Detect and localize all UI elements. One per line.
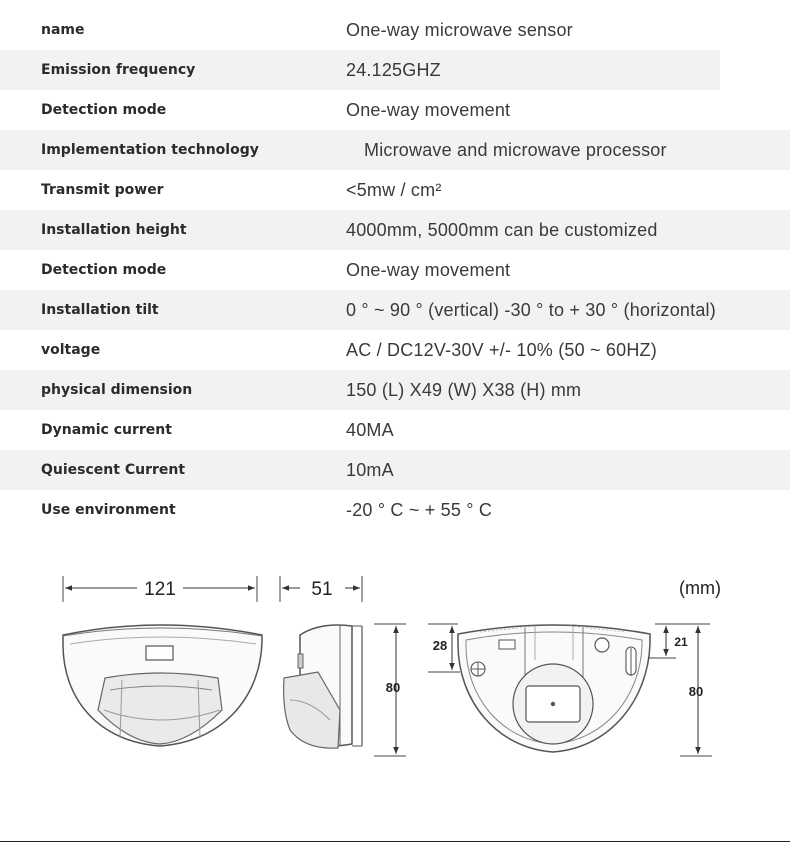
dimension-drawings <box>0 560 790 810</box>
spec-label: Use environment <box>41 502 176 518</box>
unit-label: (mm) <box>679 578 721 598</box>
side-view-drawing <box>280 576 406 756</box>
spec-value: 10mA <box>346 460 394 480</box>
spec-value: 40MA <box>346 420 394 440</box>
spec-value: One-way movement <box>346 100 511 120</box>
front-width-label: 121 <box>144 579 176 600</box>
spec-row <box>0 490 790 530</box>
spec-label: Dynamic current <box>41 422 172 438</box>
spec-value: -20 ° C ~ + 55 ° C <box>346 500 493 520</box>
spec-label: Detection mode <box>41 262 167 278</box>
spec-row <box>0 90 790 130</box>
spec-label: Implementation technology <box>41 142 259 158</box>
spec-row <box>0 450 790 490</box>
spec-value: 150 (L) X49 (W) X38 (H) mm <box>346 380 582 400</box>
spec-label: Installation tilt <box>41 302 159 318</box>
spec-label: Emission frequency <box>41 62 196 78</box>
spec-row <box>0 170 790 210</box>
spec-row <box>0 130 790 170</box>
spec-row <box>0 410 790 450</box>
spec-row <box>0 330 790 370</box>
spec-label: voltage <box>41 342 101 358</box>
front-view-drawing <box>63 576 262 746</box>
spec-value: 4000mm, 5000mm can be customized <box>346 220 658 240</box>
spec-value: 0 ° ~ 90 ° (vertical) -30 ° to + 30 ° (horizontal) <box>346 300 716 320</box>
side-depth-label: 51 <box>311 579 333 600</box>
spec-label: Detection mode <box>41 102 167 118</box>
back-right-offset-label: 21 <box>674 635 688 649</box>
back-view-drawing <box>428 578 721 756</box>
spec-value: AC / DC12V-30V +/- 10% (50 ~ 60HZ) <box>346 340 657 360</box>
side-height-label: 80 <box>385 680 401 695</box>
spec-label: name <box>41 22 85 38</box>
spec-label: Quiescent Current <box>41 462 186 478</box>
spec-value: 24.125GHZ <box>346 60 441 80</box>
spec-row <box>0 290 790 330</box>
spec-row <box>0 50 790 90</box>
back-top-offset-label: 28 <box>432 638 448 653</box>
spec-label: Transmit power <box>41 182 164 198</box>
spec-value: <5mw / cm² <box>346 180 442 200</box>
spec-row <box>0 250 790 290</box>
spec-row <box>0 10 790 50</box>
spec-label: physical dimension <box>41 382 193 398</box>
spec-value: One-way microwave sensor <box>346 20 573 40</box>
spec-table <box>0 10 790 530</box>
bottom-divider <box>0 841 790 842</box>
spec-row <box>0 210 790 250</box>
spec-value: One-way movement <box>346 260 511 280</box>
spec-row <box>0 370 790 410</box>
back-height-label: 80 <box>688 684 704 699</box>
spec-label: Installation height <box>41 222 187 238</box>
spec-value: Microwave and microwave processor <box>364 140 667 160</box>
